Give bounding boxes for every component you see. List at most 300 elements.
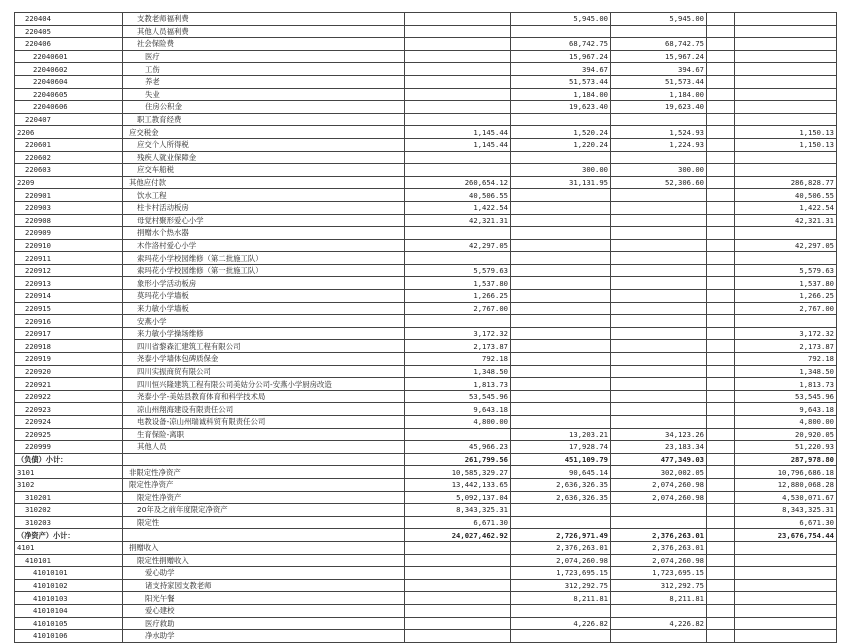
cell-c3 [611,214,707,227]
cell-code: 310202 [15,504,123,517]
cell-c4: 4,800.00 [735,416,837,429]
table-row [15,416,837,429]
cell-c1 [405,164,511,177]
cell-code: 220909 [15,227,123,240]
table-row [15,264,837,277]
cell-c1: 1,422.54 [405,201,511,214]
cell-c4 [735,252,837,265]
cell-blank [707,164,735,177]
cell-blank [707,126,735,139]
cell-c2: 13,203.21 [511,428,611,441]
cell-blank [707,516,735,529]
cell-c3: 302,002.05 [611,466,707,479]
cell-c4: 51,220.93 [735,441,837,454]
cell-c3 [611,390,707,403]
cell-c4: 10,796,686.18 [735,466,837,479]
cell-name: 爱心助学 [123,567,405,580]
cell-c1 [405,75,511,88]
cell-blank [707,416,735,429]
table-row [15,441,837,454]
cell-c4: 8,343,325.31 [735,504,837,517]
cell-c1: 45,966.23 [405,441,511,454]
cell-code: 220603 [15,164,123,177]
cell-c1: 1,813.73 [405,378,511,391]
cell-c4: 53,545.96 [735,390,837,403]
cell-blank [707,541,735,554]
cell-c4 [735,541,837,554]
cell-code: 220919 [15,353,123,366]
cell-c4: 1,266.25 [735,290,837,303]
table-row [15,201,837,214]
cell-blank [707,101,735,114]
cell-c4: 42,321.31 [735,214,837,227]
cell-name: 限定性 [123,516,405,529]
table-row [15,365,837,378]
cell-blank [707,201,735,214]
cell-c1: 6,671.30 [405,516,511,529]
cell-c2 [511,516,611,529]
cell-c3 [611,277,707,290]
cell-c1: 5,579.63 [405,264,511,277]
cell-code: 220407 [15,113,123,126]
cell-name: 限定性净资产 [123,491,405,504]
cell-blank [707,264,735,277]
cell-blank [707,88,735,101]
cell-c2 [511,201,611,214]
cell-c4 [735,592,837,605]
cell-c3 [611,403,707,416]
cell-c3: 51,573.44 [611,75,707,88]
cell-c4 [735,554,837,567]
cell-c3 [611,504,707,517]
cell-c4: 6,671.30 [735,516,837,529]
table-row [15,630,837,643]
cell-name: 其他人员 [123,441,405,454]
cell-name: 净水助学 [123,630,405,643]
cell-c4: 9,643.18 [735,403,837,416]
cell-c2: 394.67 [511,63,611,76]
cell-c3 [611,189,707,202]
cell-c2 [511,189,611,202]
cell-c1: 42,321.31 [405,214,511,227]
cell-c1 [405,38,511,51]
cell-blank [707,529,735,542]
cell-blank [707,403,735,416]
cell-name: 失业 [123,88,405,101]
cell-c4 [735,75,837,88]
cell-code: 310203 [15,516,123,529]
table-row [15,491,837,504]
cell-c1: 3,172.32 [405,327,511,340]
cell-blank [707,252,735,265]
cell-blank [707,567,735,580]
cell-c4 [735,604,837,617]
cell-name: 四川恒兴隆建筑工程有限公司美姑分公司-安燕小学厨房改造 [123,378,405,391]
cell-c2: 19,623.40 [511,101,611,114]
cell-c3 [611,302,707,315]
cell-blank [707,617,735,630]
table-row [15,138,837,151]
cell-code: （负债）小计： [15,453,123,466]
cell-c1: 13,442,133.65 [405,478,511,491]
cell-blank [707,227,735,240]
cell-blank [707,315,735,328]
cell-c4: 42,297.05 [735,239,837,252]
cell-c3: 8,211.81 [611,592,707,605]
cell-code: 41010104 [15,604,123,617]
table-row [15,315,837,328]
cell-c4 [735,164,837,177]
cell-c3: 1,723,695.15 [611,567,707,580]
cell-c2 [511,227,611,240]
cell-c2 [511,630,611,643]
cell-c3 [611,353,707,366]
cell-c2: 1,220.24 [511,138,611,151]
cell-c2 [511,290,611,303]
cell-c3: 23,183.34 [611,441,707,454]
cell-c1: 5,092,137.04 [405,491,511,504]
cell-c3 [611,151,707,164]
cell-c2: 2,636,326.35 [511,491,611,504]
cell-code: 220405 [15,25,123,38]
cell-name: 限定性捐赠收入 [123,554,405,567]
cell-c3: 2,074,260.98 [611,554,707,567]
cell-c1: 792.18 [405,353,511,366]
cell-c2: 15,967.24 [511,50,611,63]
cell-c1 [405,151,511,164]
cell-c2: 5,945.00 [511,13,611,26]
cell-blank [707,277,735,290]
cell-blank [707,441,735,454]
cell-c4: 23,676,754.44 [735,529,837,542]
cell-c2: 300.00 [511,164,611,177]
cell-c4: 40,506.55 [735,189,837,202]
cell-code: 220917 [15,327,123,340]
cell-c1 [405,315,511,328]
cell-c2: 1,723,695.15 [511,567,611,580]
cell-c4 [735,315,837,328]
cell-c2: 17,928.74 [511,441,611,454]
cell-c3 [611,365,707,378]
cell-name: 残疾人就业保障金 [123,151,405,164]
cell-c2: 31,131.95 [511,176,611,189]
cell-code: 22040602 [15,63,123,76]
cell-c3 [611,516,707,529]
cell-name: 应交车船税 [123,164,405,177]
table-row [15,290,837,303]
cell-name: 捐赠水个热水器 [123,227,405,240]
cell-name: 尧泰小学-美姑县教育体育和科学技术局 [123,390,405,403]
cell-c2 [511,214,611,227]
cell-c2: 2,074,260.98 [511,554,611,567]
cell-code: 220999 [15,441,123,454]
cell-name: 非限定性净资产 [123,466,405,479]
table-row [15,403,837,416]
cell-code: 22040604 [15,75,123,88]
cell-name: 阳光午餐 [123,592,405,605]
cell-code: 4101 [15,541,123,554]
cell-name: 医疗救助 [123,617,405,630]
cell-c2 [511,340,611,353]
cell-c1: 2,767.00 [405,302,511,315]
cell-c4 [735,25,837,38]
cell-c3 [611,315,707,328]
cell-c4: 2,173.87 [735,340,837,353]
table-row [15,38,837,51]
table-row [15,579,837,592]
cell-c1 [405,227,511,240]
table-row [15,604,837,617]
cell-c4: 792.18 [735,353,837,366]
cell-code: 41010103 [15,592,123,605]
cell-c4 [735,630,837,643]
cell-c1 [405,592,511,605]
cell-blank [707,353,735,366]
cell-c2: 2,726,971.49 [511,529,611,542]
cell-c2: 51,573.44 [511,75,611,88]
cell-c1: 1,348.50 [405,365,511,378]
cell-c2 [511,327,611,340]
cell-blank [707,138,735,151]
table-row [15,428,837,441]
cell-c3 [611,239,707,252]
cell-c1: 53,545.96 [405,390,511,403]
table-row [15,353,837,366]
cell-c3 [611,252,707,265]
cell-blank [707,453,735,466]
cell-c3 [611,378,707,391]
cell-blank [707,13,735,26]
cell-c1 [405,13,511,26]
cell-c1: 1,537.80 [405,277,511,290]
cell-code: 220916 [15,315,123,328]
cell-name: 母觉村聚形爱心小学 [123,214,405,227]
cell-c1: 4,800.00 [405,416,511,429]
cell-name: 职工教育经费 [123,113,405,126]
cell-c4: 1,813.73 [735,378,837,391]
cell-c2: 2,636,326.35 [511,478,611,491]
cell-name: 住房公积金 [123,101,405,114]
cell-c2 [511,302,611,315]
cell-c2: 4,226.82 [511,617,611,630]
cell-blank [707,592,735,605]
cell-c4: 5,579.63 [735,264,837,277]
cell-c2 [511,604,611,617]
cell-c1: 1,145.44 [405,126,511,139]
cell-code: 220922 [15,390,123,403]
cell-c2 [511,504,611,517]
table-row [15,227,837,240]
cell-c3 [611,201,707,214]
cell-blank [707,302,735,315]
cell-c1: 1,266.25 [405,290,511,303]
cell-c2: 90,645.14 [511,466,611,479]
cell-code: 220908 [15,214,123,227]
cell-blank [707,290,735,303]
cell-blank [707,113,735,126]
cell-c3: 2,376,263.01 [611,529,707,542]
table-row [15,75,837,88]
cell-name: 凉山州翔海建设有限责任公司 [123,403,405,416]
cell-c3 [611,604,707,617]
cell-c1: 24,027,462.92 [405,529,511,542]
cell-c4 [735,101,837,114]
cell-c3 [611,340,707,353]
cell-c3: 15,967.24 [611,50,707,63]
cell-code: 220918 [15,340,123,353]
cell-code: 220406 [15,38,123,51]
cell-name: 来力敏小学墙板 [123,302,405,315]
cell-code: 220901 [15,189,123,202]
table-row [15,239,837,252]
cell-c3 [611,416,707,429]
cell-code: 220913 [15,277,123,290]
cell-c1 [405,579,511,592]
table-row [15,516,837,529]
cell-blank [707,491,735,504]
cell-c1: 9,643.18 [405,403,511,416]
cell-c1 [405,604,511,617]
cell-code: 220914 [15,290,123,303]
cell-name: 来力敏小学操场维修 [123,327,405,340]
cell-code: （净资产）小计： [15,529,123,542]
cell-blank [707,579,735,592]
cell-c3: 5,945.00 [611,13,707,26]
cell-blank [707,151,735,164]
cell-c3: 1,184.00 [611,88,707,101]
cell-name: 医疗 [123,50,405,63]
cell-c1: 40,506.55 [405,189,511,202]
table-row [15,327,837,340]
cell-name: 生育保险-离职 [123,428,405,441]
cell-c4 [735,38,837,51]
table-body [15,13,837,643]
table-row [15,164,837,177]
cell-c4: 286,828.77 [735,176,837,189]
cell-blank [707,75,735,88]
cell-blank [707,466,735,479]
cell-blank [707,176,735,189]
cell-code: 220601 [15,138,123,151]
cell-code: 220911 [15,252,123,265]
cell-c1 [405,63,511,76]
cell-c4: 1,150.13 [735,126,837,139]
cell-name: 社会保险费 [123,38,405,51]
cell-c4 [735,617,837,630]
cell-c4 [735,50,837,63]
cell-c2 [511,151,611,164]
cell-c3: 477,349.03 [611,453,707,466]
cell-name [123,453,405,466]
table-row [15,340,837,353]
cell-c3: 19,623.40 [611,101,707,114]
cell-c3: 394.67 [611,63,707,76]
table-row [15,453,837,466]
cell-name: 应交个人所得税 [123,138,405,151]
cell-c4 [735,579,837,592]
cell-c1 [405,630,511,643]
cell-name: 索玛花小学校园维修（第二批施工队） [123,252,405,265]
cell-c3 [611,264,707,277]
cell-c1 [405,25,511,38]
cell-c2 [511,113,611,126]
table-row [15,504,837,517]
cell-code: 310201 [15,491,123,504]
cell-code: 2209 [15,176,123,189]
cell-blank [707,390,735,403]
cell-c1: 2,173.87 [405,340,511,353]
cell-c2 [511,390,611,403]
cell-c1 [405,101,511,114]
cell-c3: 312,292.75 [611,579,707,592]
cell-c3: 2,376,263.01 [611,541,707,554]
cell-c4: 4,530,071.67 [735,491,837,504]
cell-name: 其他人员福利费 [123,25,405,38]
cell-c2 [511,403,611,416]
cell-c2 [511,416,611,429]
cell-code: 41010101 [15,567,123,580]
table-row [15,126,837,139]
cell-c4: 12,880,068.28 [735,478,837,491]
cell-name: 工伤 [123,63,405,76]
cell-c3: 1,524.93 [611,126,707,139]
cell-blank [707,478,735,491]
cell-c2 [511,264,611,277]
cell-c3: 2,074,260.98 [611,478,707,491]
cell-code: 22040601 [15,50,123,63]
cell-c4 [735,13,837,26]
cell-c2: 1,184.00 [511,88,611,101]
cell-c3: 68,742.75 [611,38,707,51]
cell-name: 四川省黎森汇建筑工程有限公司 [123,340,405,353]
cell-c1 [405,252,511,265]
table-row [15,176,837,189]
cell-blank [707,378,735,391]
cell-c3: 1,224.93 [611,138,707,151]
cell-c4: 1,422.54 [735,201,837,214]
cell-name: 诸支持家园支教老师 [123,579,405,592]
cell-c2 [511,315,611,328]
ledger-sheet [14,12,852,643]
cell-c3 [611,25,707,38]
cell-blank [707,63,735,76]
table-row [15,50,837,63]
table-row [15,252,837,265]
cell-code: 220912 [15,264,123,277]
table-row [15,567,837,580]
cell-c4 [735,567,837,580]
cell-code: 22040606 [15,101,123,114]
cell-name: 四川实振商贸有限公司 [123,365,405,378]
cell-c3: 34,123.26 [611,428,707,441]
cell-blank [707,428,735,441]
cell-c3: 4,226.82 [611,617,707,630]
table-row [15,189,837,202]
table-row [15,478,837,491]
table-row [15,13,837,26]
cell-name: 象形小学活动板房 [123,277,405,290]
cell-name [123,529,405,542]
cell-c3: 2,074,260.98 [611,491,707,504]
cell-c4: 1,150.13 [735,138,837,151]
cell-name: 木作洛村爱心小学 [123,239,405,252]
cell-c3 [611,227,707,240]
cell-code: 41010102 [15,579,123,592]
cell-blank [707,38,735,51]
table-row [15,151,837,164]
table-row [15,592,837,605]
cell-code: 220923 [15,403,123,416]
